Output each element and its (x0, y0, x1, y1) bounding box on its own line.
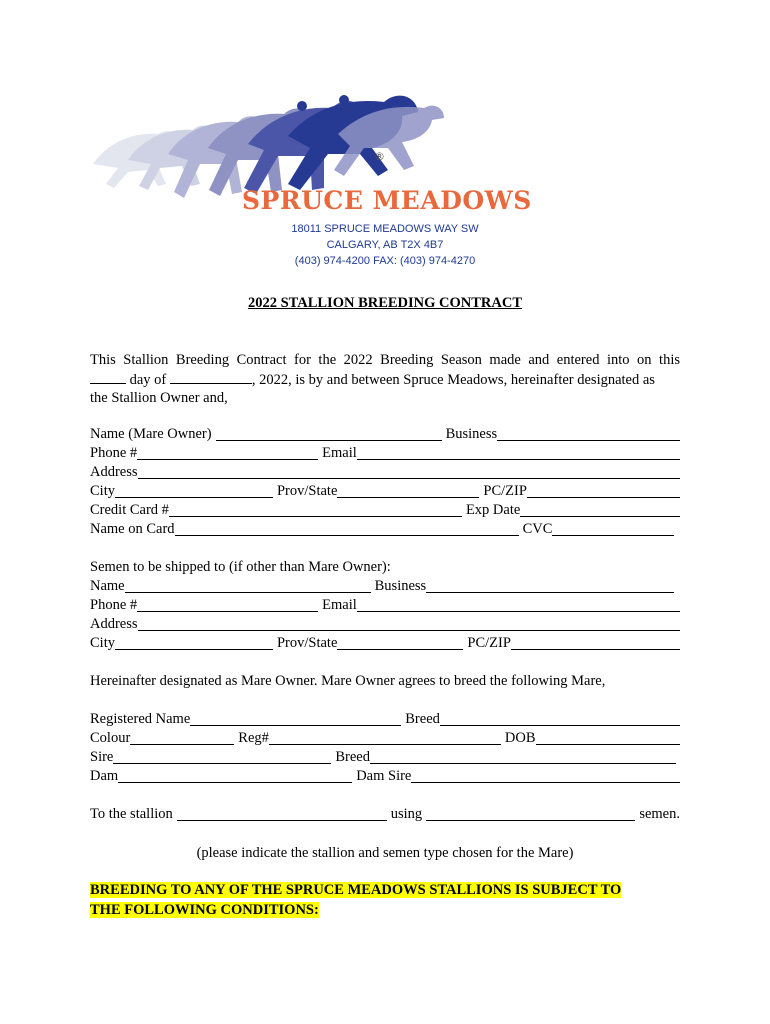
mare-row-2 (90, 729, 680, 748)
document-title: 2022 STALLION BREEDING CONTRACT (247, 295, 523, 311)
ship-prov-state-field[interactable] (337, 635, 463, 650)
phone-label: Phone # (90, 445, 138, 461)
dob-field[interactable] (536, 730, 680, 745)
mare-owner-row-2 (90, 444, 680, 463)
ship-email-label: Email (322, 597, 357, 613)
shipping-heading: Semen to be shipped to (if other than Mare Owner): (90, 559, 391, 575)
ship-city-label: City (90, 635, 115, 651)
ship-email-field[interactable] (357, 597, 680, 612)
ship-name-label: Name (90, 578, 125, 594)
ship-business-field[interactable] (426, 578, 674, 593)
address-line-3: (403) 974-4200 FAX: (403) 974-4270 (294, 255, 476, 267)
mare-owner-name-field[interactable] (216, 426, 442, 441)
conditions-line-1: BREEDING TO ANY OF THE SPRUCE MEADOWS STALLIONS IS SUBJECT TO (90, 882, 622, 898)
colour-label: Colour (90, 730, 131, 746)
email-label: Email (322, 445, 357, 461)
semen-label: semen. (639, 806, 680, 822)
breed-field[interactable] (440, 711, 680, 726)
registered-name-label: Registered Name (90, 711, 191, 727)
exp-date-label: Exp Date (465, 502, 521, 518)
ship-pc-zip-field[interactable] (511, 635, 680, 650)
business-field[interactable] (497, 426, 680, 441)
pc-zip-label: PC/ZIP (483, 483, 527, 499)
registered-mark: ® (374, 150, 385, 163)
name-on-card-field[interactable] (175, 521, 519, 536)
mare-intro: Hereinafter designated as Mare Owner. Mare Owner agrees to breed the following Mare, (90, 673, 606, 689)
dam-sire-label: Dam Sire (356, 768, 412, 784)
stallion-row (90, 805, 680, 824)
credit-card-field[interactable] (169, 502, 462, 517)
registered-name-field[interactable] (190, 711, 401, 726)
stallion-field[interactable] (177, 806, 387, 821)
dam-sire-field[interactable] (411, 768, 680, 783)
mare-owner-row-3 (90, 463, 680, 482)
shipping-row-3 (90, 615, 680, 634)
city-label: City (90, 483, 115, 499)
semen-type-field[interactable] (426, 806, 635, 821)
address-field[interactable] (138, 464, 680, 479)
ship-prov-state-label: Prov/State (276, 635, 338, 651)
ship-business-label: Business (374, 578, 427, 594)
stallion-note: (please indicate the stallion and semen type chosen for the Mare) (196, 845, 574, 861)
mare-owner-row-5 (90, 501, 680, 520)
address-line-1: 18011 SPRUCE MEADOWS WAY SW (291, 223, 479, 235)
email-field[interactable] (357, 445, 680, 460)
intro-line-1: This Stallion Breeding Contract for the 2022 Breeding Season made and entered into on this (90, 352, 680, 368)
pc-zip-field[interactable] (527, 483, 680, 498)
mare-owner-row-6 (90, 520, 680, 539)
cvc-label: CVC (522, 521, 553, 537)
day-of-label: day of (129, 372, 167, 388)
intro-continuation: , 2022, is by and between Spruce Meadows, hereinafter designated as (251, 372, 655, 388)
brand-name: SPRUCE MEADOWS (242, 186, 532, 215)
intro-line-2 (90, 370, 680, 390)
dam-field[interactable] (118, 768, 352, 783)
dam-label: Dam (90, 768, 119, 784)
ship-city-field[interactable] (115, 635, 273, 650)
stallion-label: To the stallion (90, 806, 173, 822)
prov-state-label: Prov/State (276, 483, 338, 499)
address-line-2: CALGARY, AB T2X 4B7 (326, 239, 444, 251)
name-on-card-label: Name on Card (90, 521, 175, 537)
city-field[interactable] (115, 483, 273, 498)
sire-breed-field[interactable] (370, 749, 676, 764)
ship-address-label: Address (90, 616, 138, 632)
business-label: Business (445, 426, 498, 442)
ship-pc-zip-label: PC/ZIP (467, 635, 511, 651)
ship-address-field[interactable] (138, 616, 680, 631)
exp-date-field[interactable] (520, 502, 680, 517)
intro-line-3: the Stallion Owner and, (90, 390, 228, 406)
sire-breed-label: Breed (335, 749, 370, 765)
conditions-heading (90, 880, 690, 920)
ship-phone-label: Phone # (90, 597, 138, 613)
conditions-line-2: THE FOLLOWING CONDITIONS: (90, 902, 319, 918)
reg-label: Reg# (238, 730, 269, 746)
day-field[interactable] (90, 370, 126, 384)
mare-owner-row-4 (90, 482, 680, 501)
prov-state-field[interactable] (337, 483, 479, 498)
mare-owner-row-1 (90, 425, 680, 444)
dob-label: DOB (504, 730, 536, 746)
ship-phone-field[interactable] (137, 597, 318, 612)
horse-silhouettes-icon (93, 95, 444, 198)
sire-label: Sire (90, 749, 114, 765)
ship-name-field[interactable] (125, 578, 371, 593)
using-label: using (390, 806, 423, 822)
breed-label: Breed (405, 711, 440, 727)
credit-card-label: Credit Card # (90, 502, 169, 518)
month-field[interactable] (170, 370, 252, 384)
address-label: Address (90, 464, 138, 480)
cvc-field[interactable] (552, 521, 674, 536)
shipping-row-1 (90, 577, 680, 596)
mare-row-1 (90, 710, 680, 729)
mare-row-3 (90, 748, 680, 767)
mare-owner-name-label: Name (Mare Owner) (90, 426, 212, 442)
shipping-row-2 (90, 596, 680, 615)
sire-field[interactable] (113, 749, 331, 764)
mare-row-4 (90, 767, 680, 786)
reg-field[interactable] (269, 730, 501, 745)
shipping-row-4 (90, 634, 680, 653)
phone-field[interactable] (137, 445, 318, 460)
colour-field[interactable] (130, 730, 234, 745)
